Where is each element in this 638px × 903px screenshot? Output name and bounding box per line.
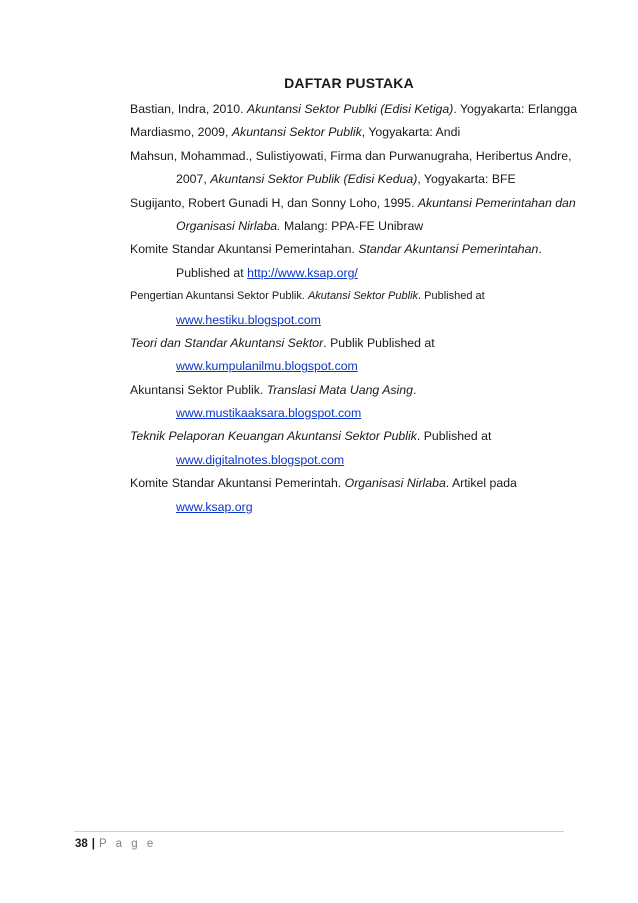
reference-italic-text: Teknik Pelaporan Keuangan Akuntansi Sektor Publik [130, 429, 417, 444]
reference-italic-text: Akuntansi Sektor Publik (Edisi Kedua) [210, 172, 418, 187]
reference-line [130, 355, 570, 378]
reference-entry [130, 379, 570, 426]
reference-entry [130, 121, 570, 144]
footer-separator: | [91, 838, 96, 850]
reference-link[interactable]: www.digitalnotes.blogspot.com [176, 452, 345, 467]
reference-link[interactable]: www.kumpulanilmu.blogspot.com [176, 359, 358, 374]
reference-text: Mahsun, Mohammad., Sulistiyowati, Firma dan Purwanugraha, Heribertus Andre, [130, 148, 572, 163]
reference-link[interactable]: www.mustikaaksara.blogspot.com [176, 406, 362, 421]
reference-entry [130, 238, 570, 285]
reference-text: Sugijanto, Robert Gunadi H, dan Sonny Loho, 1995. [130, 195, 418, 210]
reference-line [130, 285, 570, 308]
reference-text: . Artikel pada [445, 476, 517, 491]
page-number: 38 [75, 838, 88, 850]
reference-link[interactable]: www.hestiku.blogspot.com [176, 312, 321, 327]
reference-text: . Published at [416, 429, 492, 444]
reference-line [130, 425, 570, 448]
reference-list [130, 98, 578, 519]
reference-text: . Yogyakarta: Erlangga [453, 102, 578, 116]
reference-link[interactable]: http://www.ksap.org/ [247, 265, 358, 280]
reference-line [130, 168, 570, 191]
reference-italic-text: Akuntansi Sektor Publki (Edisi Ketiga) [246, 102, 454, 116]
reference-italic-text: Akuntansi Pemerintahan dan [417, 195, 576, 210]
reference-text: Bastian, Indra, 2010. [130, 102, 247, 116]
reference-line [130, 121, 570, 144]
reference-line [130, 145, 570, 168]
reference-text: . Publik Published at [323, 335, 435, 350]
reference-entry [130, 285, 570, 332]
reference-line [130, 192, 576, 215]
reference-line [130, 215, 570, 238]
reference-link[interactable]: www.ksap.org [176, 499, 253, 514]
reference-text: Komite Standar Akuntansi Pemerintahan. [130, 242, 359, 257]
page-footer [75, 838, 156, 850]
reference-line [130, 332, 570, 355]
reference-text: Published at [176, 265, 248, 280]
reference-line [130, 379, 570, 402]
reference-italic-text: Organisasi Nirlaba [344, 476, 446, 491]
reference-entry [130, 145, 570, 192]
reference-text: Akuntansi Sektor Publik. [130, 382, 267, 397]
reference-text: . Published at [418, 290, 485, 303]
reference-line [130, 449, 570, 472]
reference-text: Mardiasmo, 2009, [130, 125, 232, 140]
reference-entry [130, 192, 576, 239]
reference-line [130, 472, 570, 495]
reference-entry [130, 472, 570, 519]
page-label: P a g e [99, 838, 157, 850]
reference-line [130, 496, 570, 519]
reference-text: Pengertian Akuntansi Sektor Publik. [130, 290, 308, 303]
page-title [0, 75, 638, 91]
reference-italic-text: Akuntansi Sektor Publik [231, 125, 362, 140]
reference-text: Komite Standar Akuntansi Pemerintah. [130, 476, 345, 491]
reference-line [130, 402, 570, 425]
reference-italic-text: Teori dan Standar Akuntansi Sektor [130, 335, 324, 350]
reference-line [130, 238, 570, 261]
reference-italic-text: Organisasi Nirlaba. [176, 218, 281, 233]
reference-line [130, 98, 578, 121]
page-title-text: DAFTAR PUSTAKA [284, 75, 414, 91]
reference-entry [130, 98, 578, 121]
reference-line [130, 262, 570, 285]
reference-text: . [538, 242, 542, 257]
reference-text: , Yogyakarta: BFE [417, 172, 516, 187]
reference-italic-text: Standar Akuntansi Pemerintahan [358, 242, 539, 257]
reference-italic-text: Akutansi Sektor Publik [307, 290, 419, 303]
reference-entry [130, 332, 570, 379]
footer-divider [74, 831, 564, 832]
reference-italic-text: Translasi Mata Uang Asing [266, 382, 413, 397]
reference-entry [130, 425, 570, 472]
reference-text: Malang: PPA-FE Unibraw [280, 218, 424, 233]
reference-text: , Yogyakarta: Andi [361, 125, 461, 140]
reference-line [130, 309, 570, 332]
reference-text: 2007, [176, 172, 211, 187]
reference-text: . [412, 382, 417, 397]
